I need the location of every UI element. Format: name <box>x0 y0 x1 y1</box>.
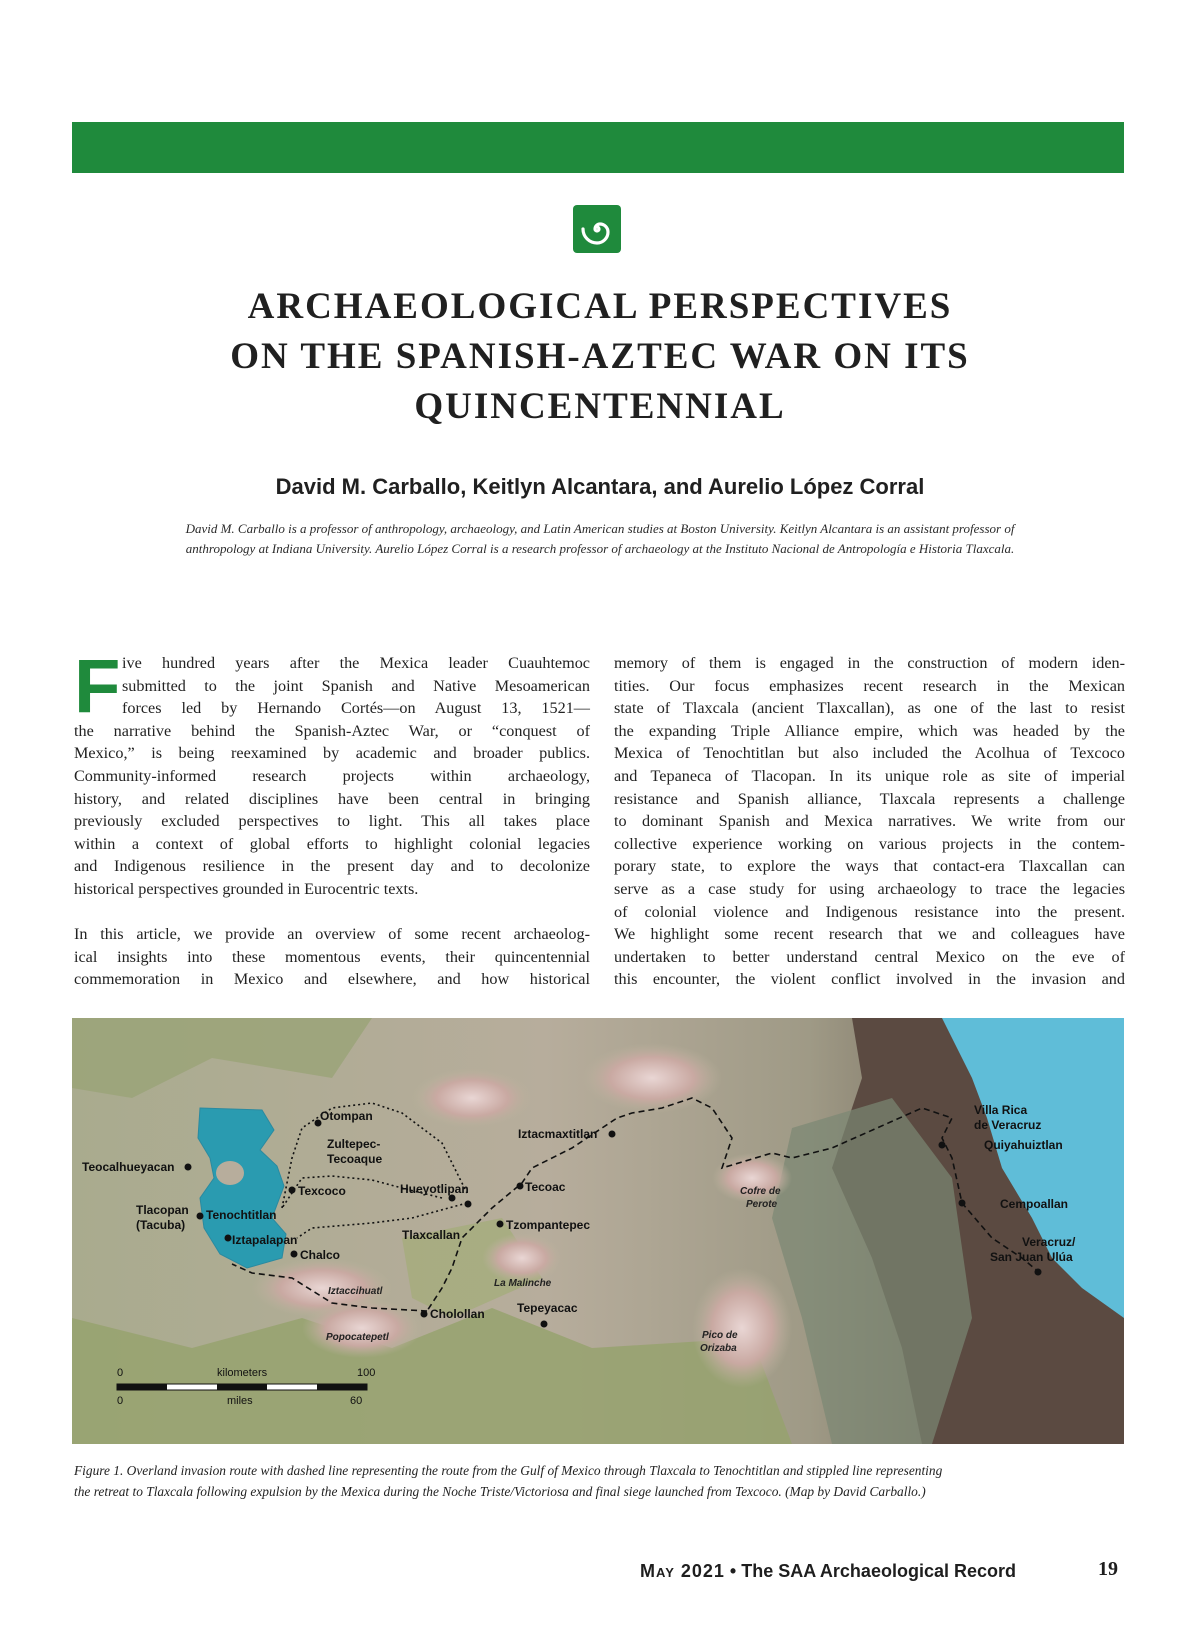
scale-mi-max: 60 <box>350 1395 363 1407</box>
feature-label: Pico de <box>702 1330 738 1341</box>
body-line: of colonial violence and Indigenous resistance into the present. <box>614 902 1125 921</box>
header-band <box>72 122 1124 173</box>
scale-zero-mi: 0 <box>117 1395 124 1407</box>
body-line: In this article, we provide an overview of some recent archaeolog- <box>74 925 590 944</box>
site-label: Cholollan <box>430 1307 485 1321</box>
footer-bullet: • <box>729 1561 737 1581</box>
bio-line: anthropology at Indiana University. Aurelio López Corral is a research professor of archaeology at the Instituto Nacional de Antropología e Historia Tlaxcala. <box>185 541 1015 556</box>
site-label: Iztacmaxtitlan <box>518 1127 598 1141</box>
author-list: David M. Carballo, Keitlyn Alcantara, and Aurelio López Corral <box>275 474 925 499</box>
scale-km-max: 100 <box>357 1367 376 1379</box>
site-label: Teocalhueyacan <box>82 1160 175 1174</box>
scale-zero-km: 0 <box>117 1367 124 1379</box>
body-line: collective experience working on various projects in the contem- <box>614 834 1125 853</box>
body-line: previously excluded perspectives to light. This all takes place <box>74 812 590 831</box>
body-line: the expanding Triple Alliance empire, which was headed by the <box>614 721 1125 740</box>
site-label: Zultepec- <box>327 1137 381 1151</box>
caption-line: the retreat to Tlaxcala following expulsion by the Mexica during the Noche Triste/Victoriosa and final siege launched from Texcoco. (Map by David Carballo.) <box>74 1484 926 1499</box>
title-line: QUINCENTENNIAL <box>414 386 786 427</box>
feature-label: La Malinche <box>494 1278 552 1289</box>
site-label: Cempoallan <box>1000 1197 1069 1211</box>
bio-line: David M. Carballo is a professor of anthropology, archaeology, and Latin American studies at Boston University. Keitlyn Alcantara is an assistant professor of <box>185 521 1015 536</box>
site-label: Iztapalapan <box>232 1233 298 1247</box>
figure-caption <box>74 1460 1126 1502</box>
body-line: within a context of global efforts to highlight colonial legacies <box>74 834 590 853</box>
feature-label: Popocatepetl <box>326 1332 389 1343</box>
site-label: Veracruz/ <box>1022 1235 1076 1249</box>
site-label: de Veracruz <box>974 1118 1042 1132</box>
site-label: Texcoco <box>298 1184 346 1198</box>
body-line: Community-informed research projects within archaeology, <box>74 766 590 785</box>
body-line: serve as a case study for using archaeology to trace the legacies <box>614 879 1125 898</box>
body-line: We highlight some recent research that we and colleagues have <box>614 925 1125 944</box>
body-line: to dominant Spanish and Mexica narratives. We write from our <box>614 812 1125 831</box>
site-label: Chalco <box>300 1248 341 1262</box>
site-label: Tepeyacac <box>517 1301 578 1315</box>
body-line: undertaken to better understand central Mexico on the eve of <box>614 947 1125 966</box>
body-line: tities. Our focus emphasizes recent research in the Mexican <box>614 676 1125 695</box>
site-label: Quiyahuiztlan <box>984 1138 1063 1152</box>
body-line: memory of them is engaged in the construction of modern iden- <box>614 654 1125 672</box>
body-line: and Indigenous resilience in the present day and to decolonize <box>74 857 590 876</box>
paragraph-gap <box>74 901 590 924</box>
scale-km-label: kilometers <box>217 1367 268 1379</box>
spiral-icon <box>572 204 622 254</box>
site-label: Tlaxcallan <box>402 1228 461 1242</box>
body-line: submitted to the joint Spanish and Native Mesoamerican <box>122 676 590 695</box>
drop-cap: F <box>74 644 121 729</box>
site-label: Tecoac <box>525 1180 566 1194</box>
left-column <box>74 644 590 991</box>
site-label: Tzompantepec <box>506 1218 591 1232</box>
site-label: Tecoaque <box>327 1152 383 1166</box>
body-line: Mexica of Tenochtitlan but also included the Acolhua of Texcoco <box>614 744 1125 763</box>
right-column <box>614 652 1125 991</box>
body-line: historical perspectives grounded in Eurocentric texts. <box>74 879 419 898</box>
body-line: and Tepaneca of Tlacopan. In its unique role as site of imperial <box>614 766 1125 785</box>
body-line: this encounter, the violent conflict involved in the invasion and <box>614 970 1125 989</box>
body-line: commemoration in Mexico and elsewhere, and how historical <box>74 970 590 989</box>
body-line: history, and related disciplines have been central in bringing <box>74 789 590 808</box>
site-label: Hueyotlipan <box>400 1182 469 1196</box>
body-line: state of Tlaxcala (ancient Tlaxcallan), as one of the last to resist <box>614 699 1125 718</box>
site-label: Tlacopan <box>136 1203 189 1217</box>
article-title <box>0 282 1200 432</box>
body-line: ical insights into these momentous events, their quincentennial <box>74 947 590 966</box>
site-label: (Tacuba) <box>136 1218 186 1232</box>
feature-label: Orizaba <box>700 1343 737 1354</box>
invasion-route-map <box>72 1018 1124 1444</box>
journal-name: The SAA Archaeological Record <box>741 1561 1016 1581</box>
running-footer <box>640 1561 1016 1582</box>
site-label: San Juan Ulúa <box>990 1250 1073 1264</box>
feature-label: Perote <box>746 1199 778 1210</box>
title-line: ARCHAEOLOGICAL PERSPECTIVES <box>247 286 953 327</box>
feature-label: Cofre de <box>740 1186 781 1197</box>
site-label: Villa Rica <box>974 1103 1028 1117</box>
body-line: forces led by Hernando Cortés—on August 13, 1521— <box>122 699 590 718</box>
page-number: 19 <box>1098 1558 1118 1580</box>
author-bio <box>90 519 1110 559</box>
body-line: porary state, to explore the ways that contact-era Tlaxcallan can <box>614 857 1125 876</box>
body-line: the narrative behind the Spanish-Aztec War, or “conquest of <box>74 721 590 740</box>
body-line: resistance and Spanish alliance, Tlaxcala represents a challenge <box>614 789 1125 808</box>
body-line: Mexico,” is being reexamined by academic and broader publics. <box>74 744 590 763</box>
body-line: ive hundred years after the Mexica leader Cuauhtemoc <box>122 654 590 672</box>
scale-mi-label: miles <box>227 1395 253 1407</box>
title-line: ON THE SPANISH-AZTEC WAR ON ITS <box>230 336 970 377</box>
site-label: Otompan <box>320 1109 373 1123</box>
caption-line: Figure 1. Overland invasion route with dashed line representing the route from the Gulf of Mexico through Tlaxcala to Tenochtitlan and stippled line representing <box>74 1463 943 1478</box>
site-label: Tenochtitlan <box>206 1208 277 1222</box>
issue-date: May 2021 <box>640 1561 725 1581</box>
feature-label: Iztaccihuatl <box>328 1286 383 1297</box>
